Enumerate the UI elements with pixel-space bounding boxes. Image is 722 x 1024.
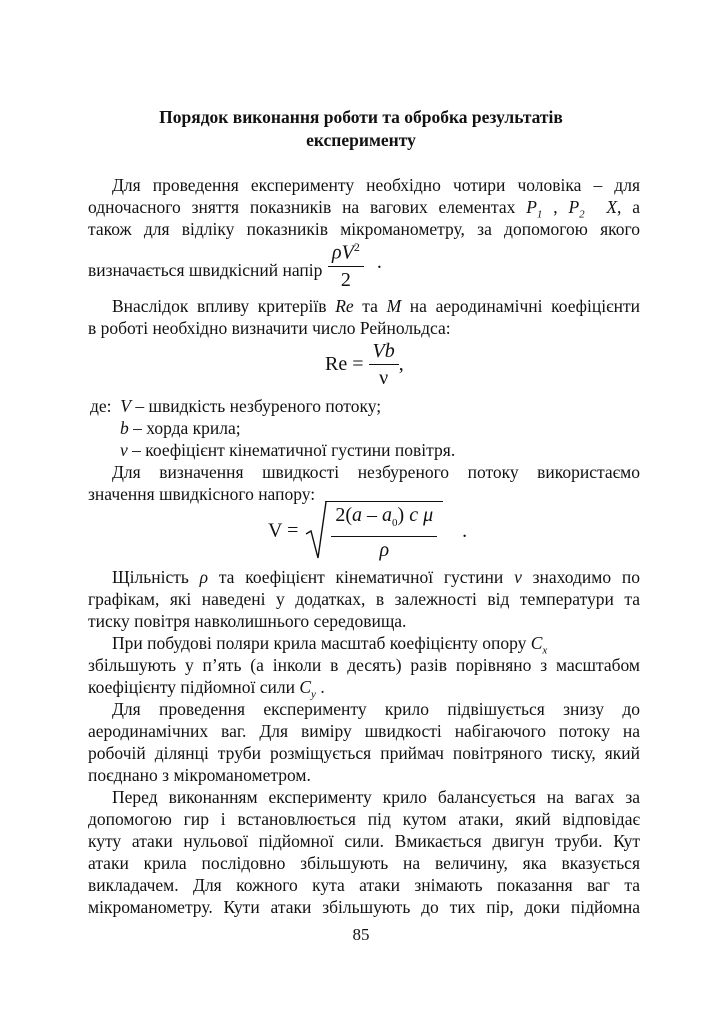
para7-line5: викладачем. Для кожного кута атаки знімають показання ваг та [88,875,640,895]
heading-line-1: Порядок виконання роботи та обробка результатів [159,107,563,127]
definition-b: b – хорда крила; [120,418,241,438]
para6-line2: аеродинамічних ваг. Для виміру швидкості набігаючого потоку на [88,721,640,741]
para6-line1: Для проведення експерименту крило підвішується знизу до [112,699,640,719]
para1-line3: також для відліку показників мікроманометру, за допомогою якого [88,219,640,239]
para5-line2: збільшують у п’ять (а інколи в десять) разів порівняно з масштабом [88,655,640,675]
para1-line2: одночасного зняття показників на вагових елементах $P_1$ , $P_2$ X, а [88,197,640,221]
para4-line2: графікам, які наведені у додатках, в залежності від температури та [88,589,640,609]
heading-line-2: експерименту [306,130,416,150]
para5-line1: При побудові поляри крила масштаб коефіцієнту опору $C_x$ [112,633,548,657]
reynolds-formula: Re = $\frac{Vb}{\nu}$ , [325,340,404,389]
para7-line2: допомогою гир і встановлюється під кутом атаки, який відповідає [88,809,640,829]
para7-line4: атаки крила послідовно збільшують на величину, яка вказується [88,853,640,873]
definition-nu: ν – коефіцієнт кінематичної густини повітря. [120,440,456,460]
para5-line3: коефіцієнту підйомної сили $C_y$ . [88,677,325,701]
para2-line2: в роботі необхідно визначити число Рейнольдса: [88,318,451,338]
para4-line3: тиску повітря навколишнього середовища. [88,611,407,631]
para4-line1: Щільність ρ та коефіцієнт кінематичної густини ν знаходимо по [112,567,640,587]
para7-line3: куту атаки нульової підйомної сили. Вмикається двигун труби. Кут [88,831,640,851]
para6-line3: робочій ділянці труби розміщується приймач повітряного тиску, який [88,743,640,763]
para7-line6: мікроманометру. Кути атаки збільшують до тих пір, доки підйомна [88,897,640,917]
page-number: 85 [352,925,370,944]
para3-line1: Для визначення швидкості незбуреного потоку використаємо [112,462,640,482]
definition-v: де: V – швидкість незбуреного потоку; [90,396,382,416]
sqrt-sign [305,500,327,562]
para6-line4: поєднано з мікроманометром. [88,765,311,785]
velocity-formula: V = $\frac{2(a - a_0) c \mu}{\rho}$ . [268,500,467,562]
para1-line1: Для проведення експерименту необхідно чотири чоловіка – для [112,175,640,195]
para3-line2: значення швидкісного напору: [88,484,316,504]
para2-line1: Внаслідок впливу критеріїв Re та M на аеродинамічні коефіцієнти [112,296,641,316]
para1-line4: визначається швидкісний напір [88,260,323,280]
dynamic-pressure-formula: $\frac{\rho V^2}{2}$ . [328,236,382,291]
para7-line1: Перед виконанням експерименту крило балансується на вагах за [112,787,640,807]
